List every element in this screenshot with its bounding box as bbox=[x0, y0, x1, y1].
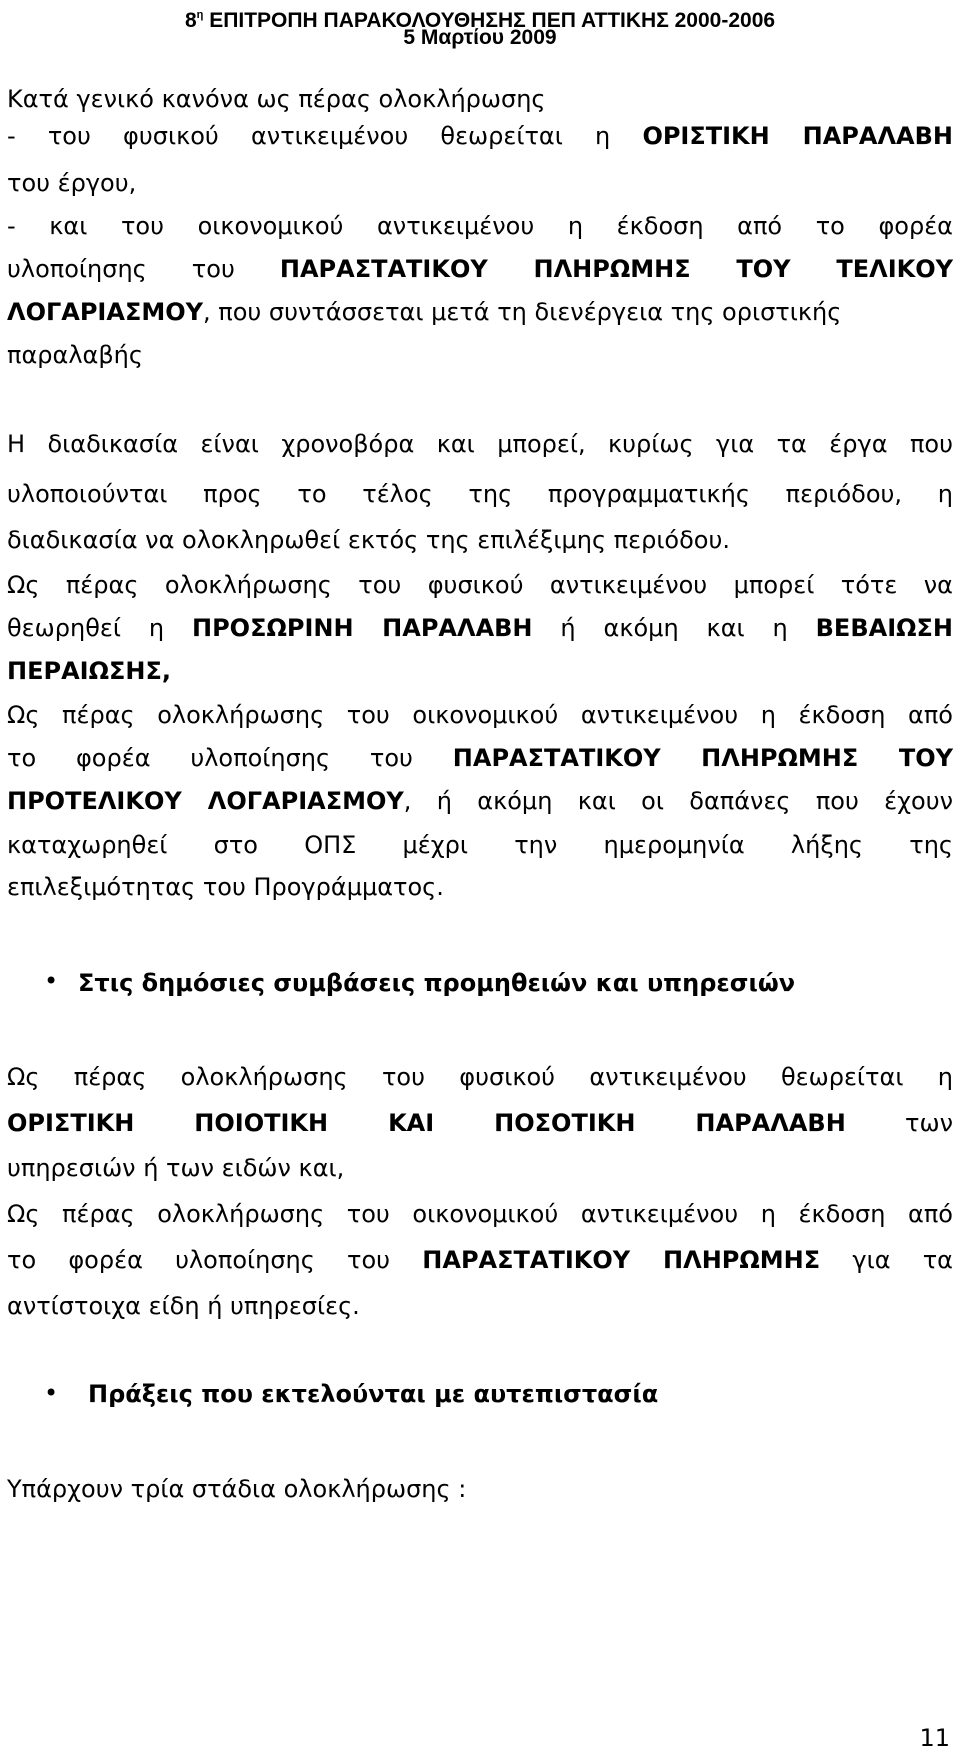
p1-line2: - του φυσικού αντικειμένου θεωρείται η ΟΡΙΣΤΙΚΗ ΠΑΡΑΛΑΒΗ bbox=[7, 122, 953, 150]
p2-line7: Ως πέρας ολοκλήρωσης του οικονομικού αντικειμένου η έκδοση από bbox=[7, 701, 953, 729]
p1-line3: του έργου, bbox=[7, 169, 137, 197]
header-superscript: η bbox=[196, 9, 204, 21]
p1-line4: - και του οικονομικού αντικειμένου η έκδοση από το φορέα bbox=[7, 212, 953, 240]
p3-line2: ΟΡΙΣΤΙΚΗ ΠΟΙΟΤΙΚΗ ΚΑΙ ΠΟΣΟΤΙΚΗ ΠΑΡΑΛΑΒΗ των bbox=[7, 1109, 953, 1137]
section-heading-self-execution: Πράξεις που εκτελούνται με αυτεπιστασία bbox=[88, 1380, 659, 1408]
p2-line9: ΠΡΟΤΕΛΙΚΟΥ ΛΟΓΑΡΙΑΣΜΟΥ, ή ακόμη και οι δαπάνες που έχουν bbox=[7, 787, 953, 815]
p3-line1: Ως πέρας ολοκλήρωσης του φυσικού αντικειμένου θεωρείται η bbox=[7, 1063, 953, 1091]
p2-line3: διαδικασία να ολοκληρωθεί εκτός της επιλέξιμης περιόδου. bbox=[7, 526, 730, 554]
oristiki-paralavi-emphasis: ΟΡΙΣΤΙΚΗ ΠΑΡΑΛΑΒΗ bbox=[642, 122, 953, 150]
p1-line7: παραλαβής bbox=[7, 341, 143, 369]
p2-line8: το φορέα υλοποίησης του ΠΑΡΑΣΤΑΤΙΚΟΥ ΠΛΗΡΩΜΗΣ ΤΟΥ bbox=[7, 744, 953, 772]
parastatiko-telikou-emphasis: ΠΑΡΑΣΤΑΤΙΚΟΥ ΠΛΗΡΩΜΗΣ ΤΟΥ ΤΕΛΙΚΟΥ bbox=[279, 255, 953, 283]
p2-line6: ΠΕΡΑΙΩΣΗΣ, bbox=[7, 657, 171, 685]
p2-line2: υλοποιούνται προς το τέλος της προγραμματικής περιόδου, η bbox=[7, 480, 953, 508]
section-heading-procurement: Στις δημόσιες συμβάσεις προμηθειών και υπηρεσιών bbox=[78, 969, 796, 997]
p1-line6: ΛΟΓΑΡΙΑΣΜΟΥ, που συντάσσεται μετά τη διενέργεια της οριστικής bbox=[7, 298, 842, 326]
p3-line4: Ως πέρας ολοκλήρωσης του οικονομικού αντικειμένου η έκδοση από bbox=[7, 1200, 953, 1228]
page-number: 11 bbox=[919, 1724, 950, 1752]
p4-line1: Υπάρχουν τρία στάδια ολοκλήρωσης : bbox=[7, 1475, 467, 1503]
header-committee-title: $8^\eta$ ΕΠΙΤΡΟΠΗ ΠΑΡΑΚΟΛΟΥΘΗΣΗΣ ΠΕΠ ΑΤΤΙΚΗΣ 2000-2006 bbox=[184, 9, 776, 32]
bullet-icon: • bbox=[44, 1379, 59, 1407]
p3-line6: αντίστοιχα είδη ή υπηρεσίες. bbox=[7, 1292, 360, 1320]
p1-line5: υλοποίησης του ΠΑΡΑΣΤΑΤΙΚΟΥ ΠΛΗΡΩΜΗΣ ΤΟΥ ΤΕΛΙΚΟΥ bbox=[7, 255, 953, 283]
p2-line1: Η διαδικασία είναι χρονοβόρα και μπορεί, κυρίως για τα έργα που bbox=[7, 430, 953, 458]
header-date: 5 Μαρτίου 2009 bbox=[403, 26, 557, 49]
p2-line11: επιλεξιμότητας του Προγράμματος. bbox=[7, 873, 444, 901]
p2-line10: καταχωρηθεί στο ΟΠΣ μέχρι την ημερομηνία λήξης της bbox=[7, 831, 953, 859]
p2-line5: θεωρηθεί η ΠΡΟΣΩΡΙΝΗ ΠΑΡΑΛΑΒΗ ή ακόμη και η ΒΕΒΑΙΩΣΗ bbox=[7, 614, 954, 642]
p3-line3: υπηρεσιών ή των ειδών και, bbox=[7, 1154, 345, 1182]
bullet-icon: • bbox=[44, 967, 59, 995]
p1-line1: Κατά γενικό κανόνα ως πέρας ολοκλήρωσης bbox=[7, 85, 546, 113]
p3-line5: το φορέα υλοποίησης του ΠΑΡΑΣΤΑΤΙΚΟΥ ΠΛΗΡΩΜΗΣ για τα bbox=[7, 1246, 953, 1274]
p2-line4: Ως πέρας ολοκλήρωσης του φυσικού αντικειμένου μπορεί τότε να bbox=[7, 571, 953, 599]
